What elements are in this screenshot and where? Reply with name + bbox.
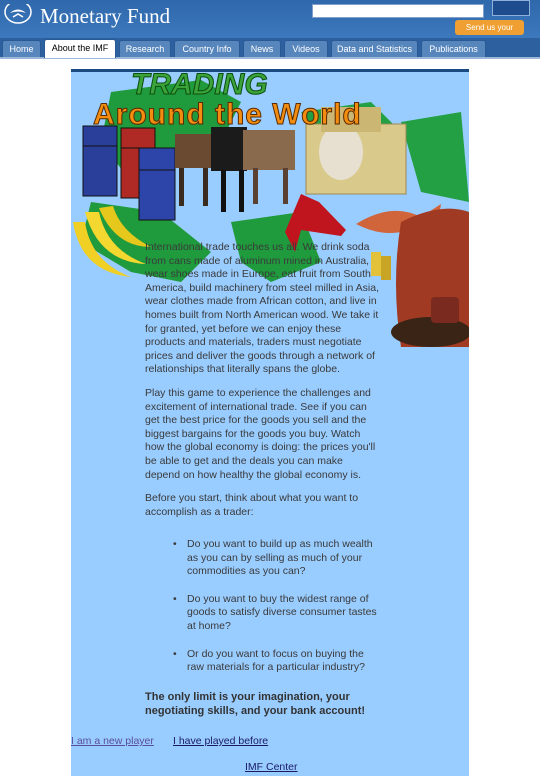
main-nav — [0, 38, 540, 59]
map-continent — [401, 112, 469, 202]
imf-seal-icon[interactable] — [4, 4, 32, 26]
tab-news[interactable]: News — [243, 40, 281, 57]
list-item: • Or do you want to focus on buying the raw materials for a particular industry? — [170, 648, 380, 675]
trader-goals-list — [170, 538, 380, 689]
tab-data-and-statistics[interactable]: Data and Statistics — [331, 40, 418, 57]
banner-title-around-the-world: Around the World — [93, 98, 362, 131]
played-before-link[interactable]: I have played before — [173, 735, 269, 747]
imf-center-link[interactable]: IMF Center — [245, 761, 298, 773]
list-item: • Do you want to buy the widest range of goods to satisfy diverse consumer tastes at home? — [170, 593, 380, 634]
intro-paragraph: International trade touches us all. We drink soda from cans made of aluminum mined in Australia, wear shoes made in Europe, eat fruit from South America, build machinery from steel milled in Asia, wear clothes made from African cotton, and live in homes built from North American wood. We take it for granted, yet before we can enjoy these products and materials, traders must negotiate prices and deliver the goods through a network of relationships that literally spans the globe. — [145, 241, 380, 376]
tab-country-info[interactable]: Country Info — [174, 40, 240, 57]
before-start-paragraph: Before you start, think about what you want to accomplish as a trader: — [145, 492, 359, 518]
tab-home[interactable]: Home — [2, 40, 41, 57]
new-player-link[interactable]: I am a new player — [71, 735, 154, 747]
tab-videos[interactable]: Videos — [284, 40, 328, 57]
coffee-sack-image — [391, 209, 469, 347]
cattle-image — [175, 127, 295, 212]
search-button[interactable] — [492, 0, 530, 16]
play-paragraph: Play this game to experience the challenges and excitement of international trade. See if you can get the best price for the goods you sell and the biggest bargains for the goods you buy. Watch how the global economy is doing: the prices you'll be able to get and the deals you can make depend on how healthy the global economy is. — [145, 387, 376, 481]
banner-title-trading: TRADING — [131, 72, 268, 101]
tab-publications[interactable]: Publications — [421, 40, 486, 57]
search-input[interactable] — [312, 4, 484, 18]
tab-research[interactable]: Research — [119, 40, 171, 57]
closing-statement: The only limit is your imagination, your negotiating skills, and your bank account! — [145, 691, 366, 717]
feedback-button[interactable]: Send us your — [455, 20, 524, 35]
site-header — [0, 0, 540, 40]
list-item: • Do you want to build up as much wealth as you can by selling as much of your commodities as you can? — [170, 538, 380, 579]
tab-about-the-imf[interactable]: About the IMF — [44, 39, 116, 58]
site-title[interactable]: Monetary Fund — [40, 4, 171, 28]
